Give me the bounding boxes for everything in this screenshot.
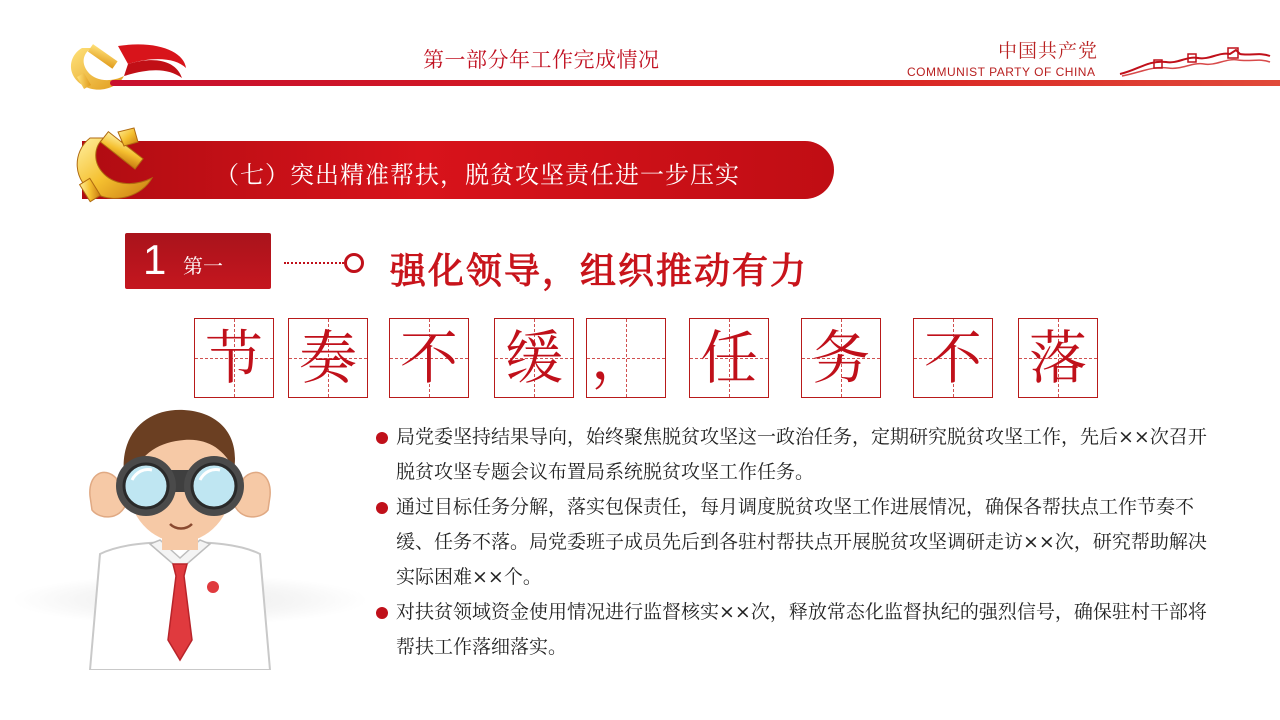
bullet-list <box>374 420 1214 665</box>
connector-dotted-line <box>284 262 344 264</box>
bullet-dot-icon <box>376 432 388 444</box>
brand-name-cn: 中国共产党 <box>998 40 1099 62</box>
slogan-char: 任 <box>699 324 758 392</box>
item-label: 第一 <box>183 254 223 278</box>
slogan-char: 节 <box>204 324 263 392</box>
slogan-char-box <box>1018 318 1098 398</box>
slogan-char-box <box>194 318 274 398</box>
slogan-char-box <box>913 318 993 398</box>
slogan-char-box <box>494 318 574 398</box>
slogan-char-box <box>288 318 368 398</box>
great-wall-icon <box>1118 46 1273 78</box>
bullet-text: 对扶贫领域资金使用情况进行监督核实××次，释放常态化监督执纪的强烈信号，确保驻村干部将帮扶工作落细落实。 <box>396 601 1207 658</box>
party-emblem-icon <box>58 38 190 96</box>
party-emblem-icon <box>68 126 168 210</box>
bullet-text: 通过目标任务分解，落实包保责任，每月调度脱贫攻坚工作进展情况，确保各帮扶点工作节奏不缓、任务不落。局党委班子成员先后到各驻村帮扶点开展脱贫攻坚调研走访××次，研究帮助解决实际困难××个。 <box>396 496 1207 588</box>
bullet-text: 局党委坚持结果导向，始终聚焦脱贫攻坚这一政治任务，定期研究脱贫攻坚工作，先后××次召开脱贫攻坚专题会议布置局系统脱贫攻坚工作任务。 <box>396 426 1207 483</box>
slogan-char: ， <box>591 324 650 392</box>
header-divider <box>110 80 1280 86</box>
binoculars-man-illustration <box>80 404 280 670</box>
list-item <box>374 595 1214 665</box>
slogan-char-box <box>586 318 666 398</box>
slogan-char-box <box>801 318 881 398</box>
list-item <box>374 420 1214 490</box>
list-item <box>374 490 1214 595</box>
bullet-dot-icon <box>376 607 388 619</box>
slogan-char: 落 <box>1028 324 1087 392</box>
item-number: 1 <box>143 236 167 283</box>
page-title: 第一部分年工作完成情况 <box>423 48 660 72</box>
slogan-char-box <box>689 318 769 398</box>
slogan-char: 务 <box>811 324 870 392</box>
section-title: （七）突出精准帮扶，脱贫攻坚责任进一步压实 <box>215 161 740 189</box>
slogan-char: 缓 <box>504 324 563 392</box>
connector-circle <box>344 253 364 273</box>
slogan-char: 奏 <box>298 324 357 392</box>
bullet-dot-icon <box>376 502 388 514</box>
brand-name-en: COMMUNIST PARTY OF CHINA <box>907 65 1096 79</box>
item-heading: 强化领导，组织推动有力 <box>390 251 809 292</box>
slogan-char-box <box>389 318 469 398</box>
slogan-char: 不 <box>399 324 458 392</box>
slogan-char: 不 <box>923 324 982 392</box>
